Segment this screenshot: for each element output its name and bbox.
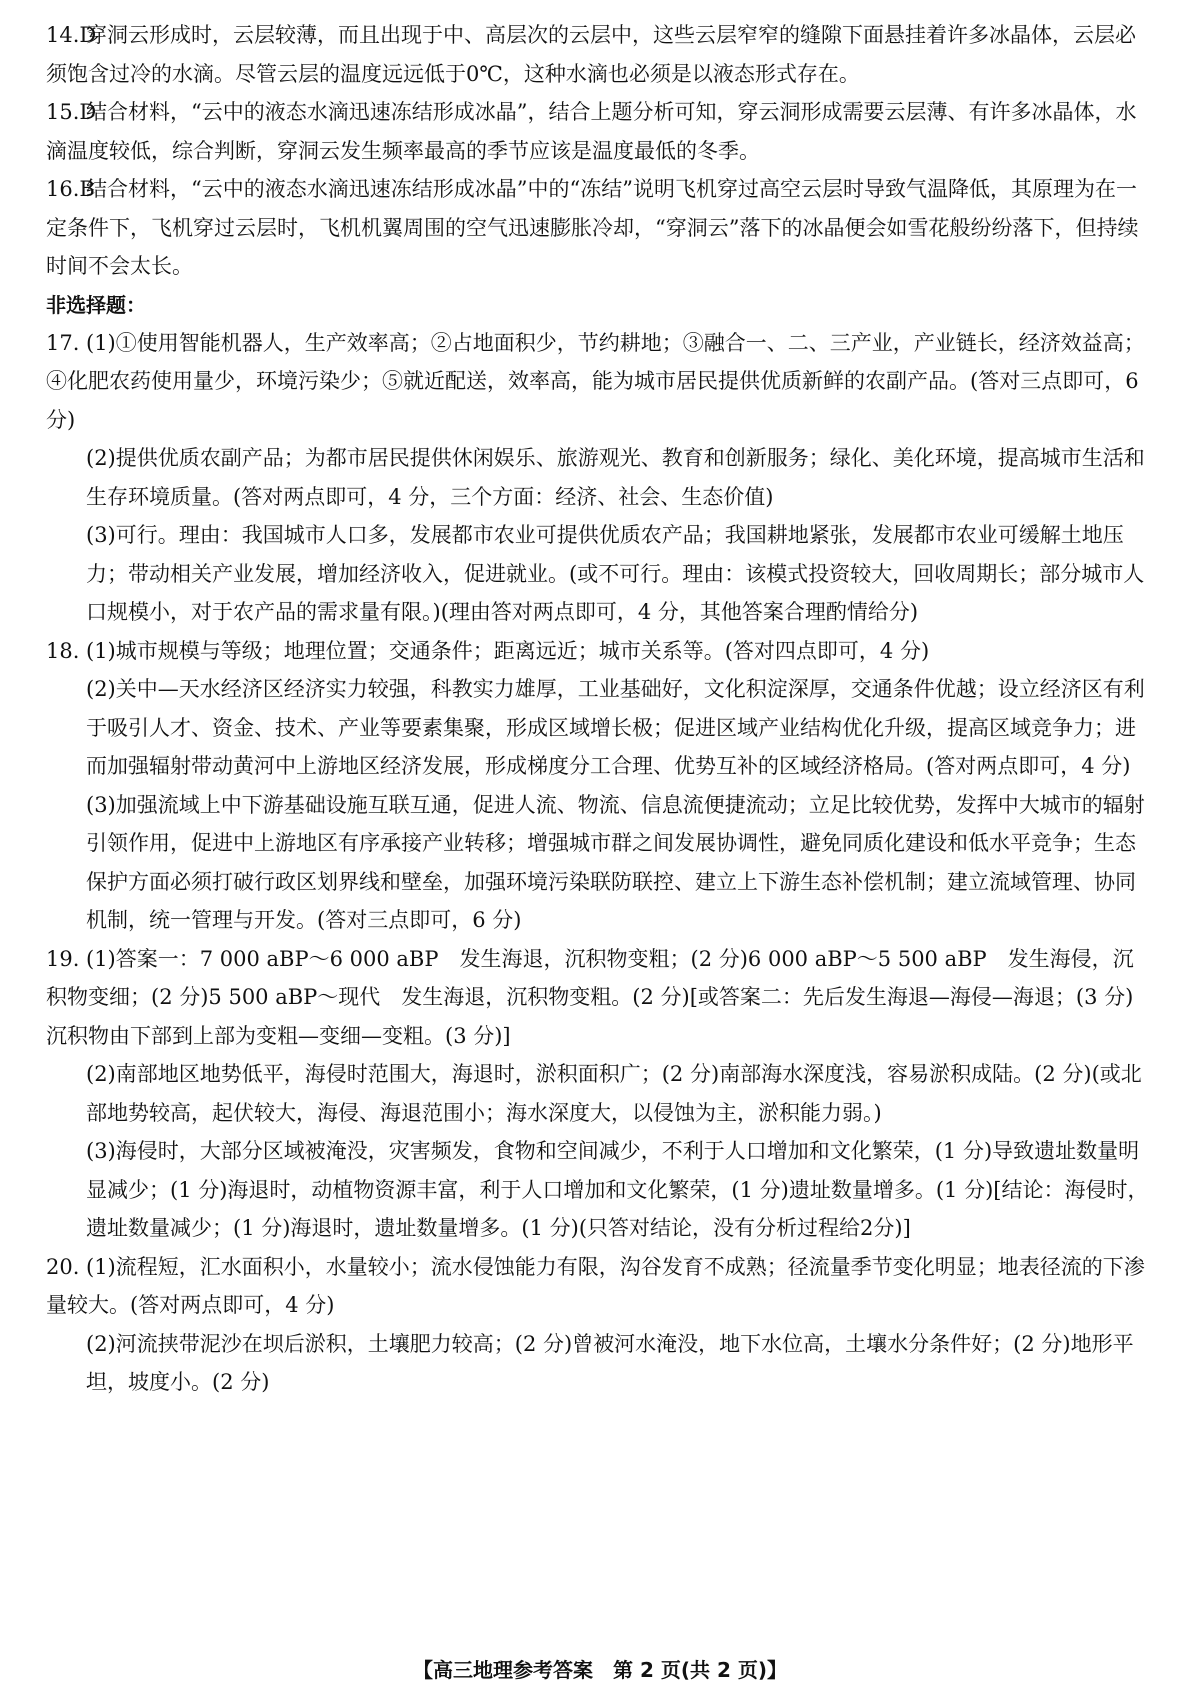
answer-19-label: 19. <box>46 946 80 971</box>
answer-19-part-2: (2)南部地区地势低平，海侵时范围大，海退时，淤积面积广；(2 分)南部海水深度浅，容易淤积成陆。(2 分)(或北部地势较高，起伏较大，海侵、海退范围小；海水深度大，以侵蚀为主，淤积能力弱。) <box>86 1062 1142 1125</box>
answer-18-part-3: (3)加强流域上中下游基础设施互联互通，促进人流、物流、信息流便捷流动；立足比较优势，发挥中大城市的辐射引领作用，促进中上游地区有序承接产业转移；增强城市群之间发展协调性，避免同质化建设和低水平竞争；生态保护方面必须打破行政区划界线和壁垒，加强环境污染联防联控、建立上下游生态补偿机制；建立流域管理、协同机制，统一管理与开发。(答对三点即可，6 分) <box>86 792 1145 932</box>
answer-15-text: 结合材料，“云中的液态水滴迅速冻结形成冰晶”，结合上题分析可知，穿云洞形成需要云层薄、有许多冰晶体，水滴温度较低，综合判断，穿洞云发生频率最高的季节应该是温度最低的冬季。 <box>46 100 1137 163</box>
answer-20-part-2: (2)河流挟带泥沙在坝后淤积，土壤肥力较高；(2 分)曾被河水淹没，地下水位高，土壤水分条件好；(2 分)地形平坦，坡度小。(2 分) <box>86 1331 1134 1394</box>
answer-18-part-2: (2)关中—天水经济区经济实力较强，科教实力雄厚，工业基础好，文化积淀深厚，交通条件优越；设立经济区有利于吸引人才、资金、技术、产业等要素集聚，形成区域增长极；促进区域产业结构优化升级，提高区域竞争力；进而加强辐射带动黄河中上游地区经济发展，形成梯度分工合理、优势互补的区域经济格局。(答对两点即可，4 分) <box>86 677 1145 778</box>
answer-19-part-1 <box>46 940 1154 1056</box>
page-footer: 【高三地理参考答案 第 2 页(共 2 页)】 <box>413 1658 787 1682</box>
answer-14-label: 14.D <box>46 23 97 47</box>
answer-16 <box>46 170 1154 286</box>
answer-18-part-1-text: (1)城市规模与等级；地理位置；交通条件；距离远近；城市关系等。(答对四点即可，4 分) <box>86 638 930 663</box>
answer-17-part-2: (2)提供优质农副产品；为都市居民提供休闲娱乐、旅游观光、教育和创新服务；绿化、美化环境，提高城市生活和生存环境质量。(答对两点即可，4 分，三个方面：经济、社会、生态价值) <box>86 446 1145 509</box>
answer-17-part-1-text: (1)①使用智能机器人，生产效率高；②占地面积少，节约耕地；③融合一、二、三产业，产业链长，经济效益高；④化肥农药使用量少，环境污染少；⑤就近配送，效率高，能为城市居民提供优质新鲜的农副产品。(答对三点即可，6 分) <box>46 330 1145 432</box>
answer-17 <box>46 324 1154 632</box>
answer-20-label: 20. <box>46 1254 80 1279</box>
answer-17-part-1 <box>46 324 1154 440</box>
answer-17-label: 17. <box>46 330 80 355</box>
answer-16-text: 结合材料，“云中的液态水滴迅速冻结形成冰晶”中的“冻结”说明飞机穿过高空云层时导致气温降低，其原理为在一定条件下，飞机穿过云层时，飞机机翼周围的空气迅速膨胀冷却，“穿洞云”落下的冰晶便会如雪花般纷纷落下，但持续时间不会太长。 <box>46 177 1139 278</box>
answer-18-label: 18. <box>46 638 80 663</box>
answer-15 <box>46 93 1154 170</box>
answer-20-part-1-text: (1)流程短，汇水面积小，水量较小；流水侵蚀能力有限，沟谷发育不成熟；径流量季节变化明显；地表径流的下渗量较大。(答对两点即可，4 分) <box>46 1254 1145 1317</box>
answer-15-label: 15.D <box>46 100 97 124</box>
answer-16-label: 16.B <box>46 177 95 201</box>
answer-20-part-1 <box>46 1248 1154 1325</box>
answer-18-part-1 <box>46 632 1154 671</box>
answer-19-part-3: (3)海侵时，大部分区域被淹没，灾害频发，食物和空间减少，不利于人口增加和文化繁荣，(1 分)导致遗址数量明显减少；(1 分)海退时，动植物资源丰富，利于人口增加和文化繁荣，(1 分)遗址数量增多。(1 分)[结论：海侵时，遗址数量减少；(1 分)海退时，遗址数量增多。(1 分)(只答对结论，没有分析过程给2分)] <box>86 1139 1149 1240</box>
answer-20 <box>46 1248 1154 1402</box>
answer-14 <box>46 16 1154 93</box>
answer-18 <box>46 632 1154 940</box>
answer-19-part-1-text: (1)答案一：7 000 aBP～6 000 aBP 发生海退，沉积物变粗；(2 分)6 000 aBP～5 500 aBP 发生海侵，沉积物变细；(2 分)5 500 aBP～现代 发生海退，沉积物变粗。(2 分)[或答案二：先后发生海退—海侵—海退；(3 分)沉积物由下部到上部为变粗—变细—变粗。(3 分)] <box>46 946 1134 1048</box>
section-title-nonchoice: 非选择题： <box>46 292 146 317</box>
answer-17-part-3: (3)可行。理由：我国城市人口多，发展都市农业可提供优质农产品；我国耕地紧张，发展都市农业可缓解土地压力；带动相关产业发展，增加经济收入，促进就业。(或不可行。理由：该模式投资较大，回收周期长；部分城市人口规模小，对于农产品的需求量有限。)(理由答对两点即可，4 分，其他答案合理酌情给分) <box>86 523 1145 624</box>
answer-14-text: 穿洞云形成时，云层较薄，而且出现于中、高层次的云层中，这些云层窄窄的缝隙下面悬挂着许多冰晶体，云层必须饱含过冷的水滴。尽管云层的温度远远低于0℃，这种水滴也必须是以液态形式存在。 <box>46 23 1136 86</box>
answer-19 <box>46 940 1154 1248</box>
